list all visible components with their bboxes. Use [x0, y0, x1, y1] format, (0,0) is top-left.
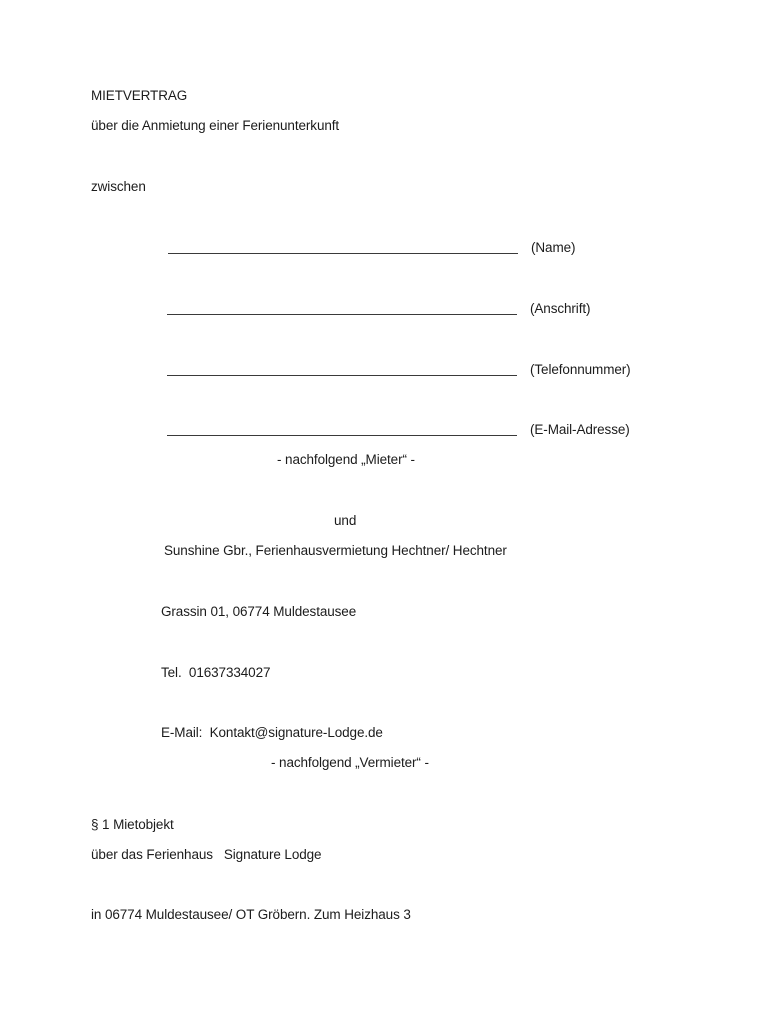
blank-line: [167, 362, 517, 376]
document-title: MIETVERTRAG: [91, 88, 188, 103]
between-text: zwischen: [91, 179, 146, 194]
section-text-line: über das Ferienhaus Signature Lodge: [91, 847, 322, 862]
tenant-field-phone: [0, 362, 770, 378]
tenant-designation: - nachfolgend „Mieter“ -: [277, 452, 415, 467]
and-text: und: [334, 513, 357, 528]
landlord-designation: - nachfolgend „Vermieter“ -: [271, 755, 429, 770]
document-subtitle: über die Anmietung einer Ferienunterkunft: [91, 118, 340, 133]
section-heading: § 1 Mietobjekt: [91, 817, 174, 832]
tenant-field-address: [0, 301, 770, 317]
field-label: (Name): [531, 240, 576, 255]
field-label: (Anschrift): [530, 301, 591, 316]
field-label: (Telefonnummer): [530, 362, 631, 377]
blank-line: [168, 240, 518, 254]
tenant-field-email: [0, 422, 770, 438]
landlord-address: Grassin 01, 06774 Muldestausee: [161, 604, 357, 619]
section-text-line: in 06774 Muldestausee/ OT Gröbern. Zum Heizhaus 3: [91, 907, 411, 922]
landlord-name: Sunshine Gbr., Ferienhausvermietung Hechtner/ Hechtner: [164, 543, 507, 558]
landlord-email: E-Mail: Kontakt@signature-Lodge.de: [161, 725, 383, 740]
blank-line: [167, 301, 517, 315]
field-label: (E-Mail-Adresse): [530, 422, 630, 437]
blank-line: [167, 422, 517, 436]
landlord-phone: Tel. 01637334027: [161, 665, 271, 680]
tenant-field-name: [0, 240, 770, 256]
